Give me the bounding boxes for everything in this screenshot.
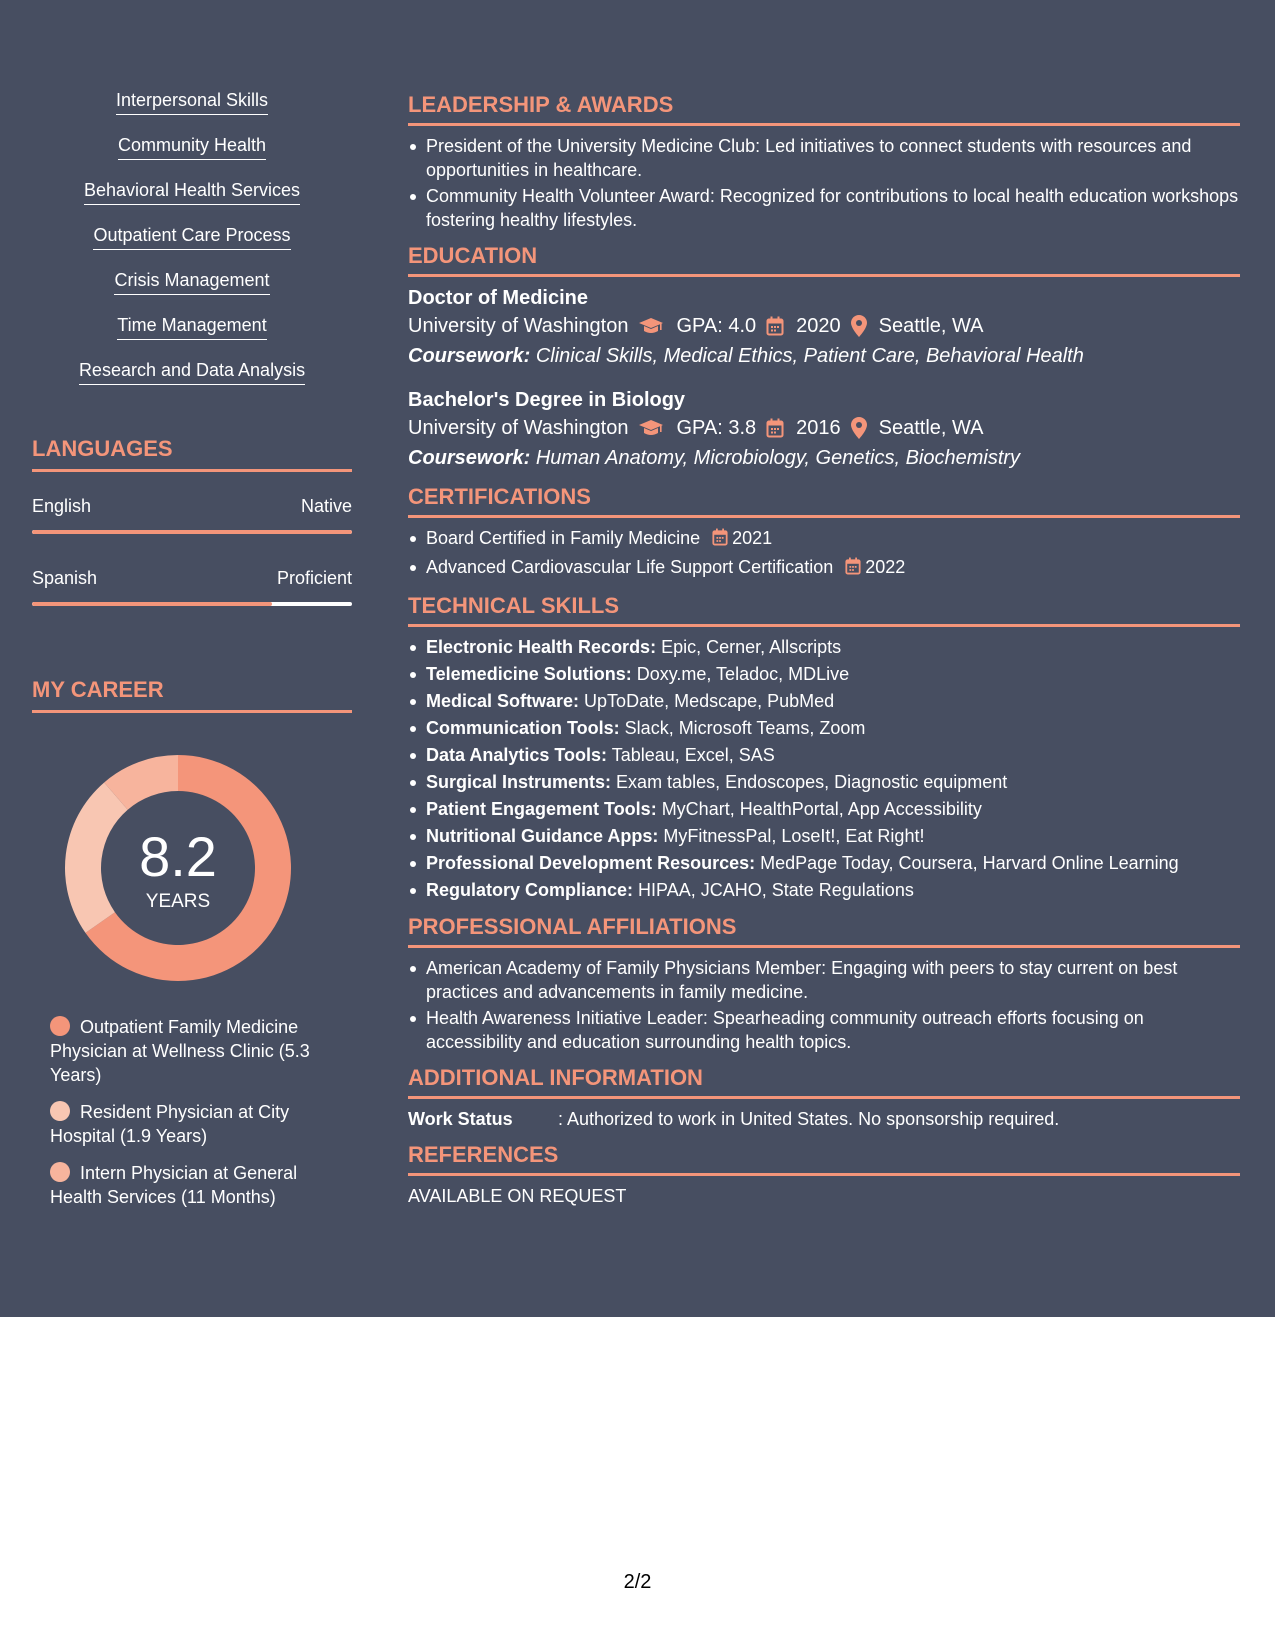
technical-skills-title: TECHNICAL SKILLS [408,593,620,618]
degree-name: Doctor of Medicine [408,287,589,309]
graduation-year: 2016 [796,417,841,439]
legend-dot-icon [50,1016,70,1036]
gpa: GPA: 4.0 [676,315,757,337]
skill-item: Interpersonal Skills [32,88,352,133]
references-section [408,1142,1240,1208]
page-number: 2/2 [623,1571,652,1593]
graduation-cap-icon [638,419,664,437]
location-pin-icon [851,315,867,337]
gpa: GPA: 3.8 [676,417,757,439]
section-divider [408,1096,1240,1099]
coursework: Coursework: Human Anatomy, Microbiology, Genetics, Biochemistry [408,447,1021,469]
language-proficiency-fill [32,530,352,534]
legend-dot-icon [50,1162,70,1182]
certifications-title: CERTIFICATIONS [408,484,591,509]
section-divider [32,469,352,472]
leadership-item: Community Health Volunteer Award: Recognized for contributions to local health education workshops fostering healthy lifestyles. [408,184,1240,232]
section-divider [408,274,1240,277]
skill-item: Time Management [32,313,352,358]
school-name: University of Washington [408,417,629,439]
language-name: English [32,496,92,516]
affiliations-section [408,914,1240,1054]
language-level: Native [300,496,352,516]
affiliations-title: PROFESSIONAL AFFILIATIONS [408,914,737,939]
right-column [408,92,1240,1219]
technical-skill-item: Patient Engagement Tools: MyChart, HealthPortal, App Accessibility [408,797,1240,822]
language-item [32,494,352,534]
certification-item: Board Certified in Family Medicine 2021 [408,526,1240,553]
career-donut-chart [65,755,291,981]
education-section [408,243,1240,473]
language-name: Spanish [32,568,98,588]
calendar-icon [845,557,861,582]
language-item [32,566,352,606]
location: Seattle, WA [878,417,984,439]
additional-info-section [408,1065,1240,1131]
legend-item: Outpatient Family Medicine Physician at Wellness Clinic (5.3 Years) [50,1017,310,1085]
technical-skill-item: Professional Development Resources: MedPage Today, Coursera, Harvard Online Learning [408,851,1240,876]
technical-skill-item: Telemedicine Solutions: Doxy.me, Teladoc, MDLive [408,662,1240,687]
leadership-item: President of the University Medicine Club: Led initiatives to connect students with resources and opportunities in healthcare. [408,134,1240,182]
references-title: REFERENCES [408,1142,559,1167]
additional-info-title: ADDITIONAL INFORMATION [408,1065,703,1090]
location: Seattle, WA [878,315,984,337]
section-divider [408,1173,1240,1176]
references-text: AVAILABLE ON REQUEST [408,1186,627,1206]
legend-dot-icon [50,1101,70,1121]
skill-item: Community Health [32,133,352,178]
legend-item: Intern Physician at General Health Services (11 Months) [50,1163,298,1207]
technical-skill-item: Nutritional Guidance Apps: MyFitnessPal, LoseIt!, Eat Right! [408,824,1240,849]
technical-skills-section [408,593,1240,903]
certification-item: Advanced Cardiovascular Life Support Certification 2022 [408,555,1240,582]
career-unit: YEARS [145,891,211,912]
skills-list [32,88,352,403]
leadership-section [408,92,1240,232]
career-section [32,677,352,713]
affiliation-item: Health Awareness Initiative Leader: Spearheading community outreach efforts focusing on accessibility and education surrounding health topics. [408,1006,1240,1054]
graduation-year: 2020 [796,315,841,337]
certifications-section [408,484,1240,582]
career-total: 8.2 [139,825,217,888]
calendar-icon [766,316,784,336]
legend-item: Resident Physician at City Hospital (1.9 Years) [50,1102,290,1146]
career-title: MY CAREER [32,677,164,702]
languages-title: LANGUAGES [32,436,173,461]
school-name: University of Washington [408,315,629,337]
technical-skill-item: Communication Tools: Slack, Microsoft Teams, Zoom [408,716,1240,741]
affiliation-item: American Academy of Family Physicians Member: Engaging with peers to stay current on best practices and advancements in family medicine. [408,956,1240,1004]
language-proficiency-bar [32,530,352,534]
leadership-title: LEADERSHIP & AWARDS [408,92,674,117]
skill-item: Research and Data Analysis [32,358,352,403]
languages-section [32,436,352,606]
language-proficiency-fill [32,602,272,606]
calendar-icon [712,528,728,553]
career-legend [50,1015,340,1222]
technical-skill-item: Regulatory Compliance: HIPAA, JCAHO, State Regulations [408,878,1240,903]
degree-name: Bachelor's Degree in Biology [408,389,686,411]
calendar-icon [766,418,784,438]
technical-skill-item: Medical Software: UpToDate, Medscape, PubMed [408,689,1240,714]
work-status-row [408,1107,1240,1131]
work-status-label: Work Status [408,1109,513,1129]
education-item [408,387,1240,473]
technical-skill-item: Electronic Health Records: Epic, Cerner, Allscripts [408,635,1240,660]
section-divider [408,624,1240,627]
section-divider [32,710,352,713]
skill-item: Outpatient Care Process [32,223,352,268]
work-status-value: : Authorized to work in United States. No sponsorship required. [558,1109,1060,1129]
skill-item: Behavioral Health Services [32,178,352,223]
language-level: Proficient [276,568,352,588]
section-divider [408,123,1240,126]
education-item [408,285,1240,371]
graduation-cap-icon [638,317,664,335]
section-divider [408,515,1240,518]
section-divider [408,945,1240,948]
coursework: Coursework: Clinical Skills, Medical Ethics, Patient Care, Behavioral Health [408,345,1084,367]
technical-skill-item: Surgical Instruments: Exam tables, Endoscopes, Diagnostic equipment [408,770,1240,795]
language-proficiency-bar [32,602,352,606]
technical-skill-item: Data Analytics Tools: Tableau, Excel, SAS [408,743,1240,768]
location-pin-icon [851,417,867,439]
education-title: EDUCATION [408,243,538,268]
skill-item: Crisis Management [32,268,352,313]
